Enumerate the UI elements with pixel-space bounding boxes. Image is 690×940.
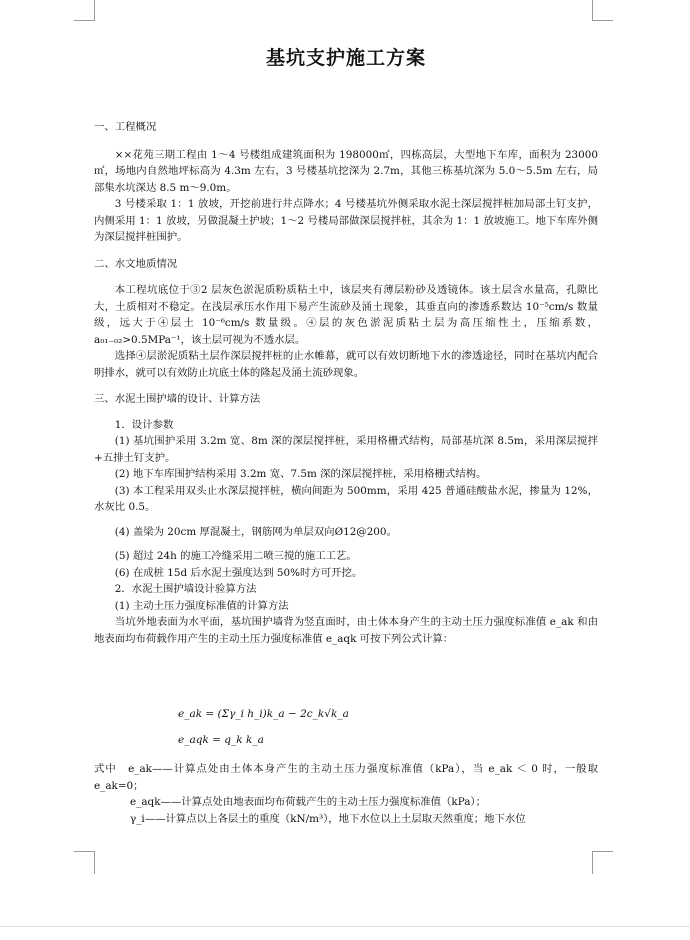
formula-active-pressure-surcharge: e_aqk = q_k k_a [178, 734, 264, 746]
list-item: (1) 基坑围护采用 3.2m 宽、8m 深的深层搅拌桩，采用格栅式结构，局部基坑深 8.5m，采用深层搅拌+五排土钉支护。 [94, 435, 598, 464]
section-heading-hydrogeology: 二、水文地质情况 [94, 257, 178, 270]
document-page [94, 38, 598, 647]
formula-active-pressure-soil: e_ak = (Σγ_i h_i)k_a − 2c_k√k_a [178, 708, 349, 720]
definition-eaqk: e_aqk——计算点处由地表面均布荷载产生的主动土压力强度标准值（kPa）； [130, 796, 487, 808]
paragraph-project-overview: ××花苑三期工程由 1～4 号楼组成建筑面积为 198000㎡，四栋高层，大型地下车库，面积为 23000㎡，场地内自然地坪标高为 4.3m 左右，3 号楼基坑挖深为 2.7m，其他三栋基坑深为 5.0～5.5m 左右，局部集水坑深达 8.5 m～9.0m。 [94, 148, 598, 194]
section-heading-design-method: 三、水泥土围护墙的设计、计算方法 [94, 393, 261, 405]
crop-mark-top-right [592, 0, 613, 21]
subheading-verification-method: 2．水泥土围护墙设计验算方法 [114, 583, 257, 595]
subheading-design-parameters: 1．设计参数 [114, 418, 174, 431]
list-item: (4) 盖梁为 20cm 厚混凝土，钢筋网为单层双向Ø12@200。 [114, 525, 397, 538]
crop-mark-top-left [74, 0, 95, 21]
list-item: (5) 超过 24h 的施工冷缝采用二喷三搅的施工工艺。 [114, 550, 357, 562]
list-item: (6) 在成桩 15d 后水泥土强度达到 50%时方可开挖。 [114, 566, 363, 579]
paragraph-formula-intro: 当坑外地表面为水平面，基坑围护墙背为竖直面时，由土体本身产生的主动土压力强度标准值 e_ak 和由地表面均布荷载作用产生的主动土压力强度标准值 e_aqk 可按下列公式计算： [94, 616, 598, 645]
definition-gamma: γ_i——计算点以上各层土的重度（kN/m³），地下水位以上土层取天然重度；地下水位 [130, 812, 526, 825]
paragraph-soil-layers: 本工程坑底位于③2 层灰色淤泥质粉质粘土中，该层夹有薄层粉砂及透镜体。该土层含水量高，孔隙比大，土质相对不稳定。在浅层承压水作用下易产生流砂及涌土现象，其垂直向的渗透系数达 10⁻⁵cm/s 数量级，远大于④层土 10⁻⁶cm/s 数量级。④层的灰色淤泥质粘土层为高压缩性土，压缩系数，a₀₁₋₀₂>0.5MPa⁻¹，该土层可视为不透水层。 [94, 284, 598, 346]
subheading-active-earth-pressure: (1) 主动土压力强度标准值的计算方法 [114, 599, 289, 612]
crop-mark-bottom-left [74, 851, 95, 874]
section-heading-overview: 一、工程概况 [94, 121, 157, 133]
paragraph-support-scheme: 3 号楼采取 1：1 放坡，开挖前进行井点降水；4 号楼基坑外侧采取水泥土深层搅拌桩加局部土钉支护，内侧采用 1：1 放坡，另做混凝土护坡；1～2 号楼局部做深层搅拌桩，其余为 1：1 放坡施工。地下车库外侧为深层搅拌桩围护。 [94, 198, 598, 243]
document-title: 基坑支护施工方案 [265, 47, 426, 69]
crop-mark-bottom-right [592, 851, 613, 874]
definition-eak: 式中 e_ak——计算点处由土体本身产生的主动土压力强度标准值（kPa），当 e_ak ＜ 0 时，一般取 e_ak=0； [94, 763, 598, 792]
list-item: (3) 本工程采用双头止水深层搅拌桩，横向间距为 500mm，采用 425 普通硅酸盐水泥，掺量为 12%，水灰比 0.5。 [94, 484, 598, 513]
definitions-block [94, 761, 598, 827]
paragraph-waterproof-curtain: 选择④层淤泥质粘土层作深层搅拌桩的止水帷幕，就可以有效切断地下水的渗透途径，同时在基坑内配合明排水，就可以有效防止坑底土体的隆起及涌土流砂现象。 [94, 350, 598, 379]
page-bottom-rule [0, 926, 690, 927]
list-item: (2) 地下车库围护结构采用 3.2m 宽、7.5m 深的深层搅拌桩，采用格栅式结构。 [114, 468, 487, 480]
